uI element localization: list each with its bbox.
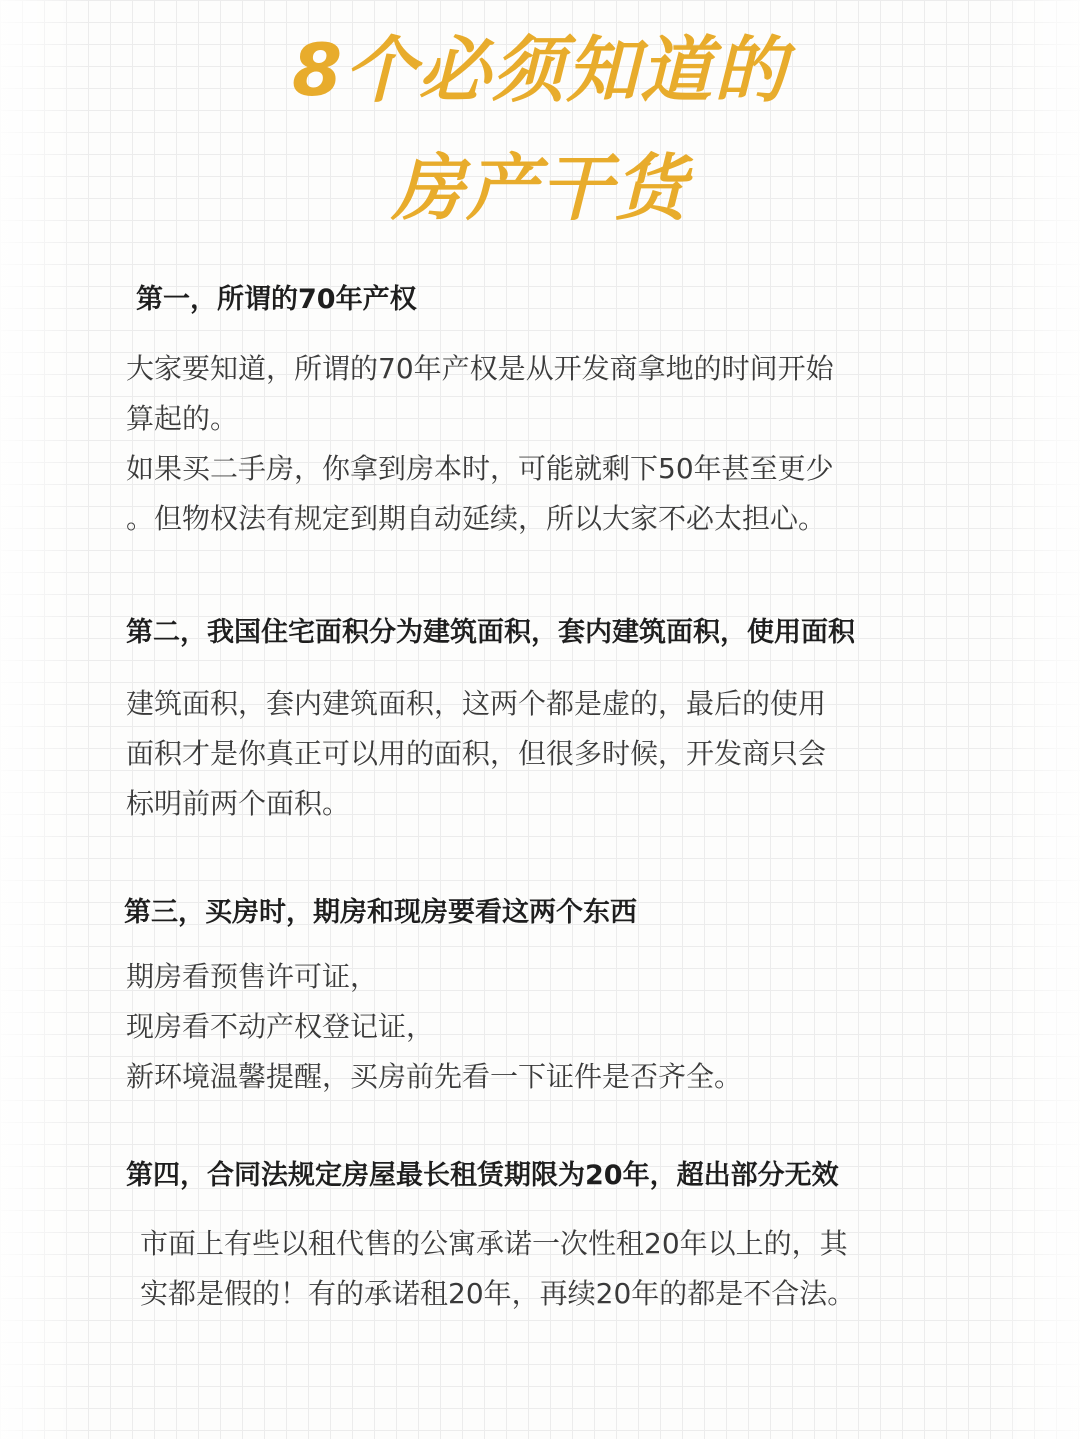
section-2-heading: 第二，我国住宅面积分为建筑面积，套内建筑面积，使用面积 [126, 617, 855, 648]
section-2-line-2: 面积才是你真正可以用的面积，但很多时候，开发商只会 [126, 737, 827, 770]
section-1-line-4: 。但物权法有规定到期自动延续，所以大家不必太担心。 [126, 502, 827, 535]
section-4-body [140, 1219, 855, 1319]
page-title-line-2: 房产干货 [391, 146, 688, 230]
section-1-line-1: 大家要知道，所谓的70年产权是从开发商拿地的时间开始 [126, 352, 834, 385]
section-4-heading: 第四，合同法规定房屋最长租赁期限为20年，超出部分无效 [126, 1160, 839, 1191]
section-2-line-3: 标明前两个面积。 [126, 787, 351, 820]
page-title-line-1: 8个必须知道的 [291, 28, 789, 112]
section-1-heading: 第一，所谓的70年产权 [136, 284, 417, 315]
section-3-body [126, 952, 742, 1102]
section-1-line-3: 如果买二手房，你拿到房本时，可能就剩下50年甚至更少 [126, 452, 834, 485]
section-3-line-2: 现房看不动产权登记证， [126, 1010, 435, 1043]
section-3-line-1: 期房看预售许可证， [126, 960, 379, 993]
section-4-line-2: 实都是假的！有的承诺租20年，再续20年的都是不合法。 [140, 1277, 856, 1310]
section-3-line-3: 新环境温馨提醒，买房前先看一下证件是否齐全。 [126, 1060, 743, 1093]
section-1-body [126, 344, 834, 544]
section-2-line-1: 建筑面积，套内建筑面积，这两个都是虚的，最后的使用 [126, 687, 827, 720]
section-2-body [126, 679, 826, 829]
section-3-heading: 第三，买房时，期房和现房要看这两个东西 [124, 897, 637, 928]
section-4-line-1: 市面上有些以租代售的公寓承诺一次性租20年以上的，其 [140, 1227, 848, 1260]
section-1-line-2: 算起的。 [126, 402, 239, 435]
